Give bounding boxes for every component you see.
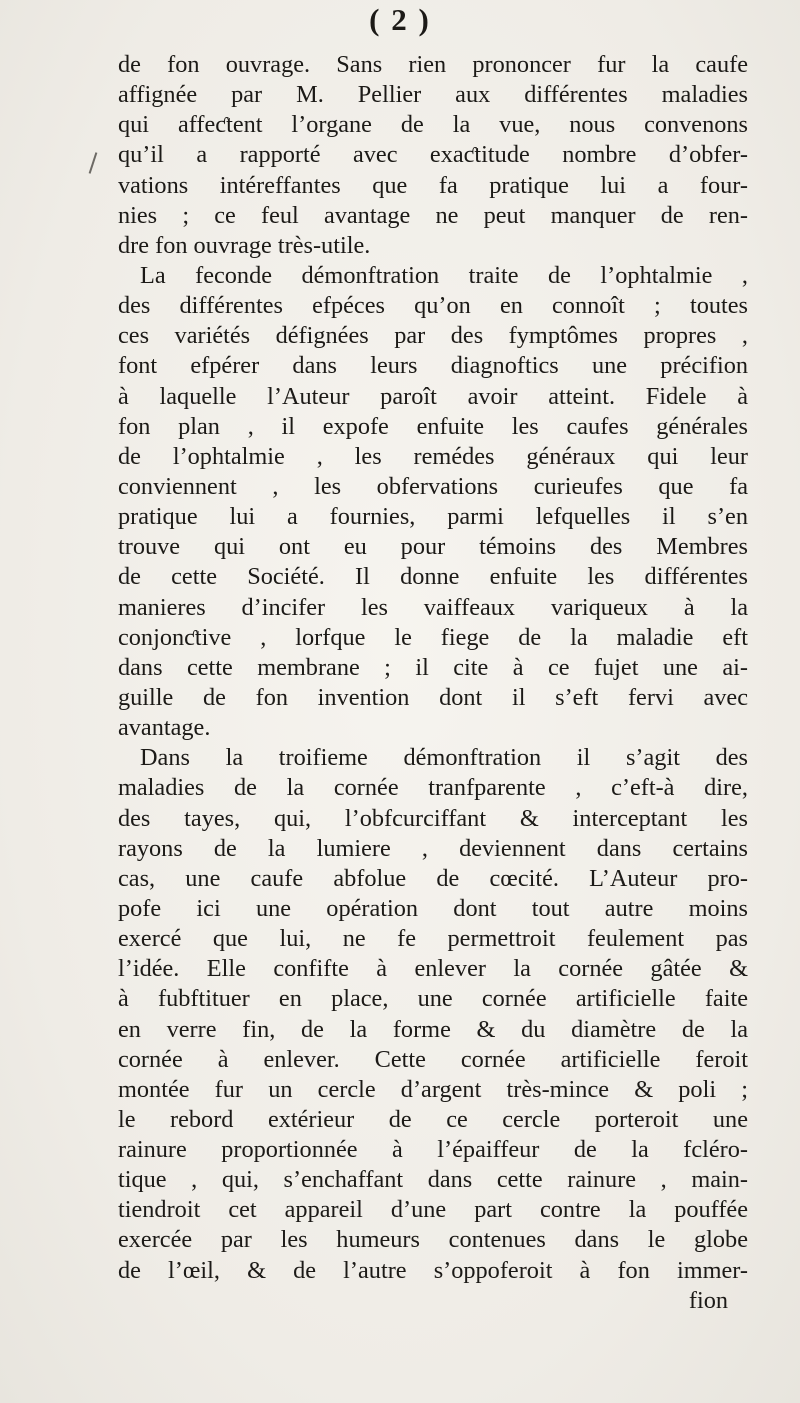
text-line: rainure proportionnée à l’épaiffeur de la fcléro- [118,1136,748,1164]
text-line: guille de fon invention dont il s’eft fervi avec [118,683,748,711]
text-line: avantage. [118,714,211,742]
text-line: montée fur un cercle d’argent très-mince & poli ; [118,1075,748,1103]
text-line: pratique lui a fournies, parmi lefquelles il s’en [118,503,748,531]
text-line: trouve qui ont eu pour témoins des Membres [118,533,748,561]
text-line: dans cette membrane ; il cite à ce fujet une ai- [118,653,748,681]
text-line: rayons de la lumiere , deviennent dans certains [118,834,748,862]
text-line: de l’ophtalmie , les remédes généraux qui leur [118,442,748,470]
text-line: maladies de la cornée tranfparente , c’eft-à dire, [118,774,748,802]
text-line: manieres d’incifer les vaiffeaux variqueux à la [118,593,748,621]
text-line: Dans la troifieme démonftration il s’agit des [140,744,748,772]
text-line: pofe ici une opération dont tout autre moins [118,894,748,922]
text-line: de fon ouvrage. Sans rien prononcer fur la caufe [118,51,748,78]
text-line: de cette Société. Il donne enfuite les différentes [118,563,748,591]
text-line: de l’œil, & de l’autre s’oppoferoit à fon immer- [118,1256,748,1284]
text-line: conjonƈtive , lorfque le fiege de la maladie eft [118,623,748,651]
text-line: affignée par M. Pellier aux différentes maladies [118,81,748,109]
text-line: des différentes efpéces qu’on en connoît ; toutes [118,292,748,320]
text-line: en verre fin, de la forme & du diamètre de la [118,1015,748,1043]
text-line: des tayes, qui, l’obfcurciffant & interceptant les [118,804,748,832]
text-line: nies ; ce feul avantage ne peut manquer de ren- [118,201,748,229]
text-line: conviennent , les obfervations curieufes que fa [118,472,748,500]
text-line: qui affeƈtent l’organe de la vue, nous convenons [118,111,748,139]
text-line: tique , qui, s’enchaffant dans cette rainure , main- [118,1166,748,1194]
text-line: tiendroit cet appareil d’une part contre la pouffée [118,1196,748,1224]
text-line: à laquelle l’Auteur paroît avoir atteint. Fidele à [118,382,748,410]
text-line: font efpérer dans leurs diagnoftics une précifion [118,352,748,380]
text-line: dre fon ouvrage très-utile. [118,231,371,259]
text-line: cas, une caufe abfolue de cœcité. L’Auteur pro- [118,864,748,892]
text-line: qu’il a rapporté avec exaƈtitude nombre d’obfer- [118,141,748,169]
text-line: exercée par les humeurs contenues dans le globe [118,1226,748,1254]
body-text [118,50,748,1316]
margin-mark [89,152,98,174]
text-line: à fubftituer en place, une cornée artificielle faite [118,985,748,1013]
text-line: exercé que lui, ne fe permettroit feulement pas [118,925,748,953]
text-line: le rebord extérieur de ce cercle porteroit une [118,1105,748,1133]
text-line: l’idée. Elle confifte à enlever la cornée gâtée & [118,955,748,983]
text-line: fon plan , il expofe enfuite les caufes générales [118,412,748,440]
page-number: ( 2 ) [369,2,431,37]
text-line: vations intéreffantes que fa pratique lui a four- [118,171,748,199]
text-line: fion [688,1286,728,1314]
text-line: ces variétés défignées par des fymptômes propres , [118,322,748,350]
text-line: cornée à enlever. Cette cornée artificielle feroit [118,1045,748,1073]
text-line: La feconde démonftration traite de l’ophtalmie , [140,261,748,289]
